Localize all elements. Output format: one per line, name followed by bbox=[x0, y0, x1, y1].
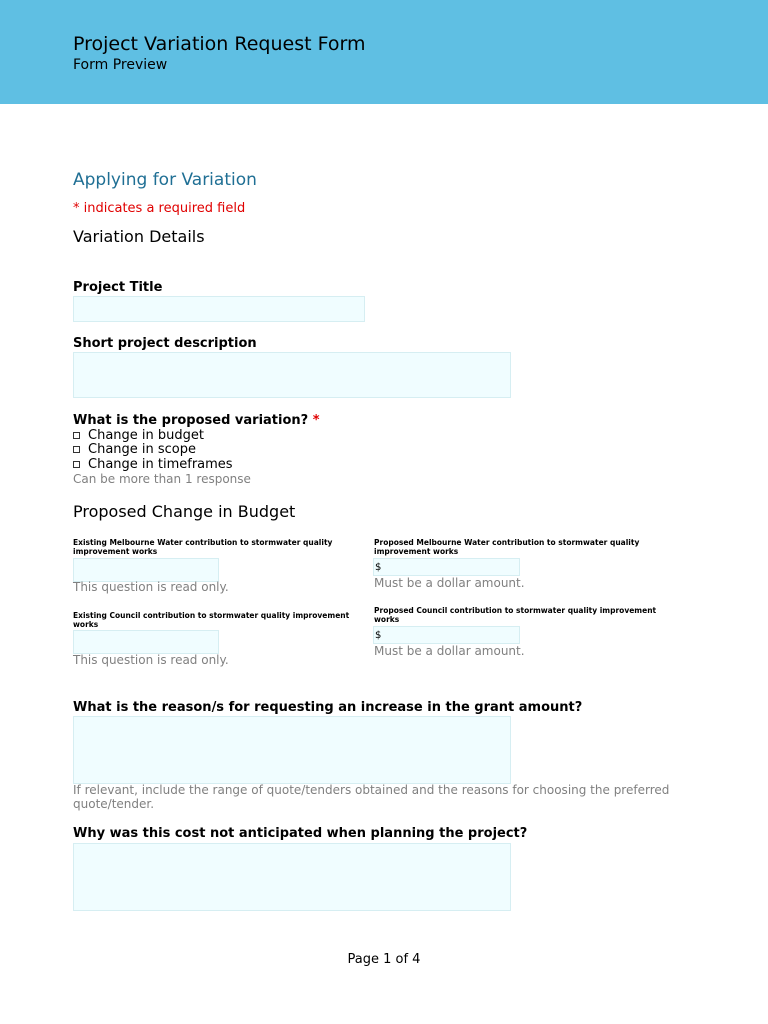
option-label: Change in timeframes bbox=[88, 457, 233, 472]
option-change-in-scope[interactable] bbox=[73, 442, 196, 457]
existing-council-label: Existing Council contribution to stormwater quality improvement works bbox=[73, 611, 350, 629]
increase-reason-textarea[interactable] bbox=[73, 716, 511, 784]
proposed-mw-label: Proposed Melbourne Water contribution to stormwater quality improvement works bbox=[374, 538, 640, 556]
variation-details-heading: Variation Details bbox=[73, 227, 205, 246]
option-label: Change in budget bbox=[88, 428, 204, 443]
page-indicator: Page 1 of 4 bbox=[347, 952, 421, 967]
proposed-mw-hint: Must be a dollar amount. bbox=[374, 576, 525, 590]
form-subtitle: Form Preview bbox=[73, 57, 168, 73]
existing-council-hint: This question is read only. bbox=[73, 653, 229, 667]
not-anticipated-label: Why was this cost not anticipated when planning the project? bbox=[73, 826, 528, 841]
existing-mw-hint: This question is read only. bbox=[73, 580, 229, 594]
proposed-variation-label bbox=[73, 413, 320, 428]
proposed-council-label: Proposed Council contribution to stormwater quality improvement works bbox=[374, 606, 657, 624]
budget-heading: Proposed Change in Budget bbox=[73, 502, 296, 521]
project-title-label: Project Title bbox=[73, 280, 163, 295]
increase-reason-hint: If relevant, include the range of quote/tenders obtained and the reasons for choosing the preferred quote/tender. bbox=[73, 783, 670, 811]
project-title-input[interactable] bbox=[73, 296, 365, 322]
dollar-prefix: $ bbox=[375, 630, 382, 641]
checkbox[interactable] bbox=[73, 432, 80, 439]
required-star: * bbox=[312, 413, 320, 428]
existing-mw-label: Existing Melbourne Water contribution to stormwater quality improvement works bbox=[73, 538, 333, 556]
checkbox[interactable] bbox=[73, 461, 80, 468]
option-change-in-timeframes[interactable] bbox=[73, 457, 233, 472]
option-label: Change in scope bbox=[88, 442, 197, 457]
existing-council-input bbox=[73, 630, 219, 654]
form-header bbox=[0, 0, 768, 104]
short-description-label: Short project description bbox=[73, 336, 257, 351]
proposed-council-input[interactable] bbox=[373, 626, 520, 644]
not-anticipated-textarea[interactable] bbox=[73, 843, 511, 911]
increase-reason-label: What is the reason/s for requesting an increase in the grant amount? bbox=[73, 700, 583, 715]
proposed-mw-input[interactable] bbox=[373, 558, 520, 576]
proposed-variation-label-text: What is the proposed variation? bbox=[73, 413, 309, 428]
section-title: Applying for Variation bbox=[73, 170, 257, 190]
short-description-textarea[interactable] bbox=[73, 352, 511, 398]
checkbox[interactable] bbox=[73, 446, 80, 453]
form-title: Project Variation Request Form bbox=[73, 33, 366, 55]
required-field-note: * indicates a required field bbox=[73, 201, 246, 216]
existing-mw-input bbox=[73, 558, 219, 582]
option-change-in-budget[interactable] bbox=[73, 428, 204, 443]
proposed-council-hint: Must be a dollar amount. bbox=[374, 644, 525, 658]
dollar-prefix: $ bbox=[375, 562, 382, 573]
variation-hint: Can be more than 1 response bbox=[73, 472, 251, 486]
